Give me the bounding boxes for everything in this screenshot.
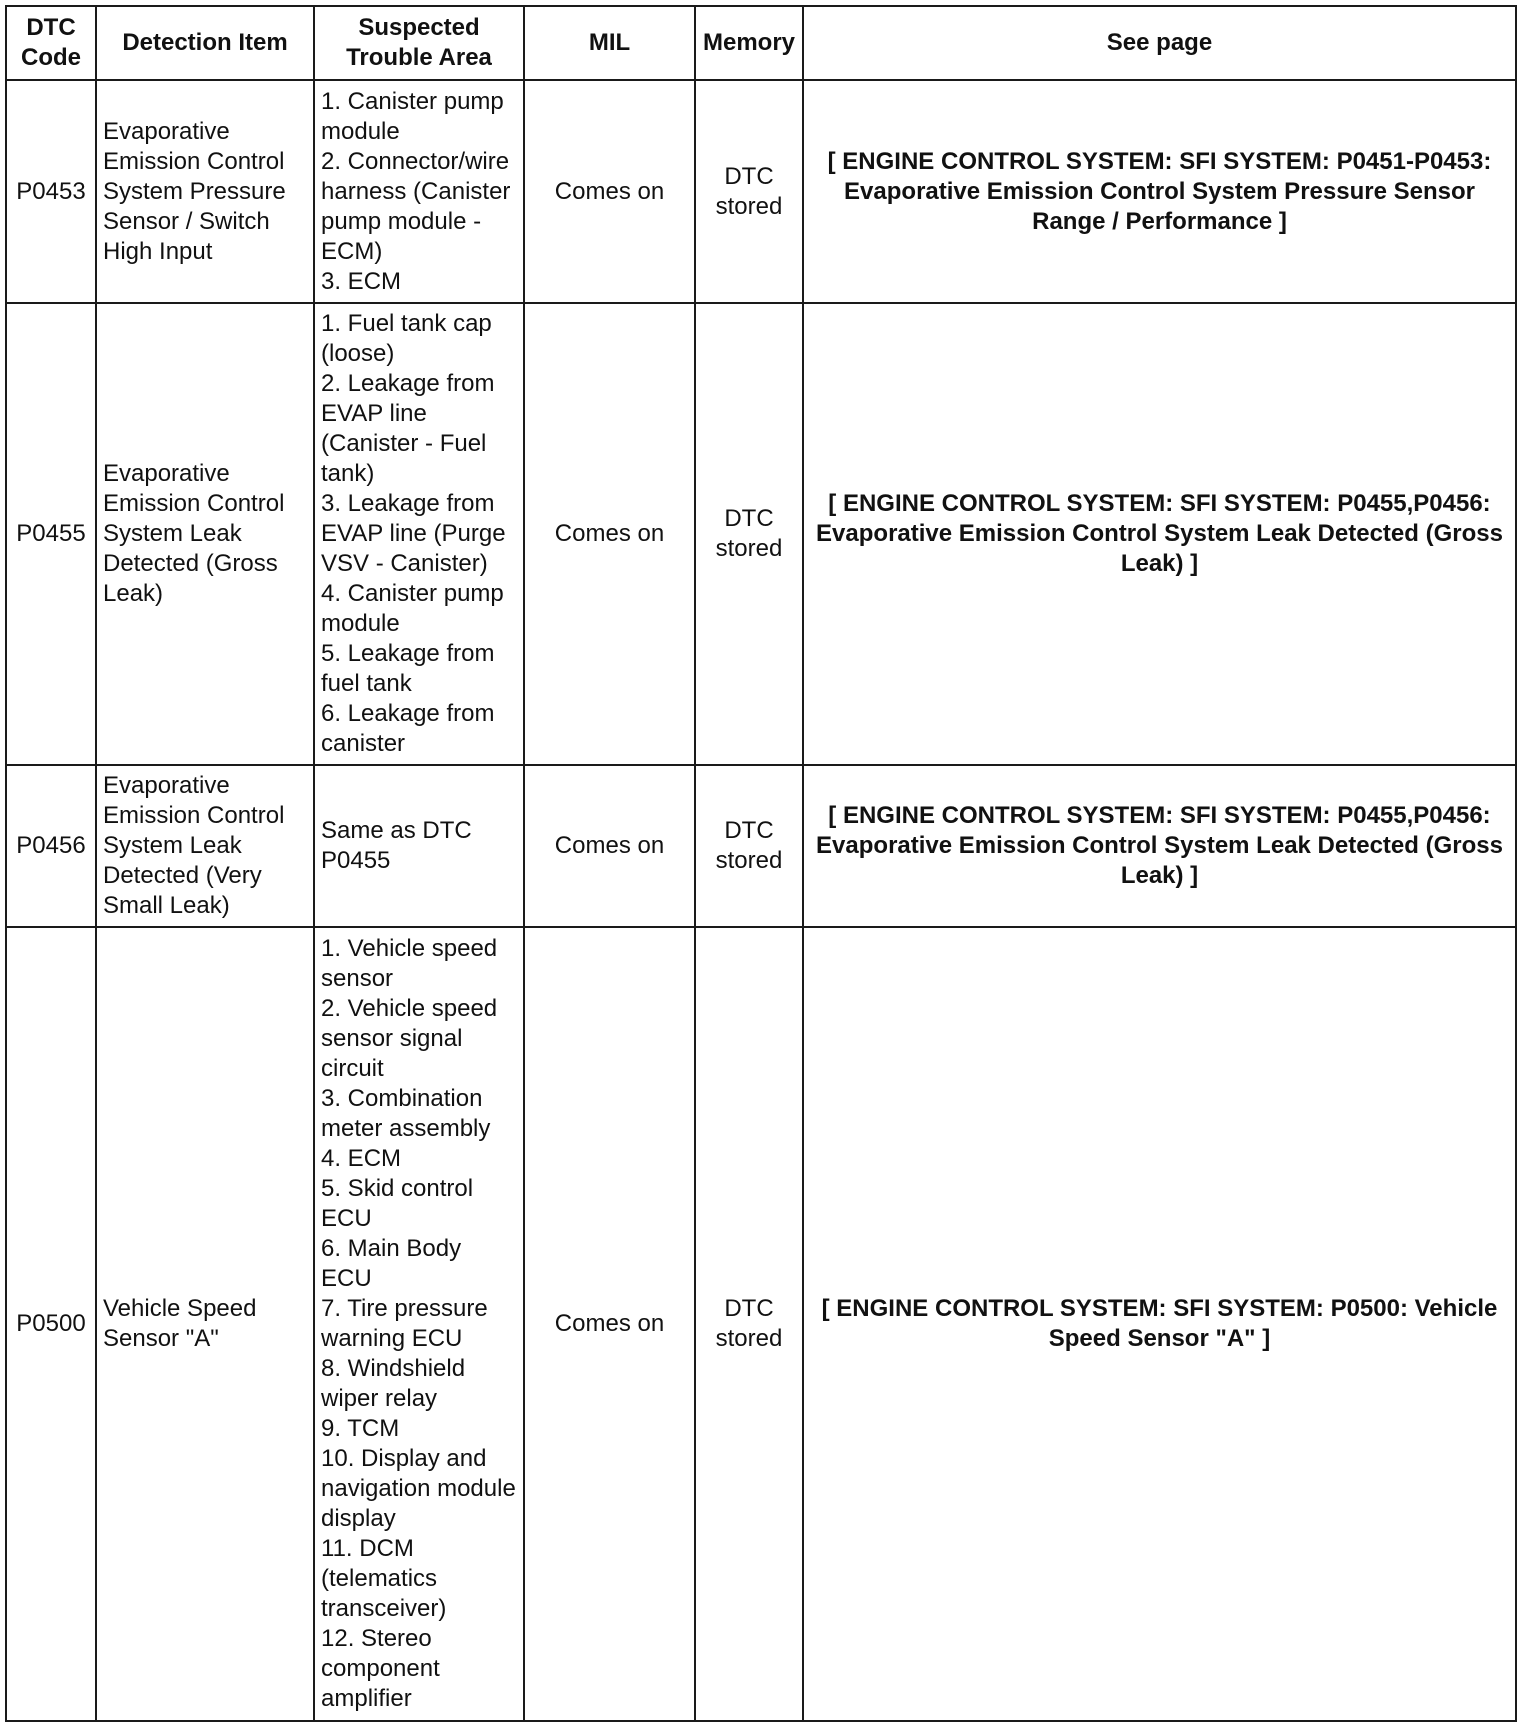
table-body (6, 80, 1516, 1721)
mil-status: Comes on (524, 927, 695, 1721)
suspected-trouble-area (314, 80, 524, 303)
suspected-trouble-area (314, 303, 524, 765)
trouble-area-entry: 1. Vehicle speed sensor (321, 935, 498, 992)
table-row (6, 927, 1516, 1721)
header-dtc-code: DTC Code (6, 6, 96, 80)
trouble-area-entry: 10. Display and navigation module display (321, 1445, 516, 1532)
trouble-area-entry: 2. Leakage from EVAP line (Canister - Fuel tank) (321, 370, 495, 487)
trouble-area-entry: Same as DTC P0455 (321, 817, 472, 874)
see-page-reference[interactable]: [ ENGINE CONTROL SYSTEM: SFI SYSTEM: P0500: Vehicle Speed Sensor "A" ] (803, 927, 1516, 1721)
trouble-area-entry: 6. Leakage from canister (321, 700, 495, 757)
trouble-area-entry: 3. Leakage from EVAP line (Purge VSV - Canister) (321, 490, 506, 577)
dtc-code: P0455 (6, 303, 96, 765)
trouble-area-entry: 1. Fuel tank cap (loose) (321, 310, 492, 367)
suspected-trouble-area (314, 765, 524, 927)
trouble-area-entry: 5. Leakage from fuel tank (321, 640, 495, 697)
see-page-reference[interactable]: [ ENGINE CONTROL SYSTEM: SFI SYSTEM: P0451-P0453: Evaporative Emission Control System Pressure Sensor Range / Performance ] (803, 80, 1516, 303)
memory-status: DTC stored (695, 765, 803, 927)
trouble-area-entry: 9. TCM (321, 1415, 400, 1442)
header-detection-item: Detection Item (96, 6, 314, 80)
header-mil: MIL (524, 6, 695, 80)
header-memory: Memory (695, 6, 803, 80)
trouble-area-entry: 11. DCM (telematics transceiver) (321, 1535, 447, 1622)
trouble-area-list (321, 309, 517, 759)
trouble-area-entry: 6. Main Body ECU (321, 1235, 462, 1292)
detection-item: Evaporative Emission Control System Leak Detected (Gross Leak) (96, 303, 314, 765)
table-row (6, 765, 1516, 927)
header-row (6, 6, 1516, 80)
see-page-reference[interactable]: [ ENGINE CONTROL SYSTEM: SFI SYSTEM: P0455,P0456: Evaporative Emission Control System Leak Detected (Gross Leak) ] (803, 765, 1516, 927)
trouble-area-entry: 5. Skid control ECU (321, 1175, 474, 1232)
dtc-code: P0500 (6, 927, 96, 1721)
trouble-area-list (321, 934, 517, 1714)
trouble-area-list (321, 816, 517, 876)
mil-status: Comes on (524, 765, 695, 927)
trouble-area-entry: 2. Vehicle speed sensor signal circuit (321, 995, 498, 1082)
table-row (6, 80, 1516, 303)
trouble-area-entry: 1. Canister pump module (321, 87, 504, 145)
dtc-table (5, 5, 1517, 1722)
dtc-chart-page (5, 5, 1515, 1722)
trouble-area-list (321, 87, 517, 297)
mil-status: Comes on (524, 303, 695, 765)
table-header (6, 6, 1516, 80)
suspected-trouble-area (314, 927, 524, 1721)
header-see-page: See page (803, 6, 1516, 80)
trouble-area-entry: 4. Canister pump module (321, 580, 504, 637)
trouble-area-entry: 8. Windshield wiper relay (321, 1355, 466, 1412)
mil-status: Comes on (524, 80, 695, 303)
dtc-code: P0456 (6, 765, 96, 927)
dtc-code: P0453 (6, 80, 96, 303)
header-suspected-trouble-area: Suspected Trouble Area (314, 6, 524, 80)
detection-item: Evaporative Emission Control System Leak Detected (Very Small Leak) (96, 765, 314, 927)
memory-status: DTC stored (695, 80, 803, 303)
trouble-area-entry: 4. ECM (321, 1145, 402, 1172)
detection-item: Vehicle Speed Sensor "A" (96, 927, 314, 1721)
trouble-area-entry: 7. Tire pressure warning ECU (321, 1295, 488, 1352)
trouble-area-entry: 3. Combination meter assembly (321, 1085, 491, 1142)
memory-status: DTC stored (695, 927, 803, 1721)
detection-item: Evaporative Emission Control System Pressure Sensor / Switch High Input (96, 80, 314, 303)
memory-status: DTC stored (695, 303, 803, 765)
see-page-reference[interactable]: [ ENGINE CONTROL SYSTEM: SFI SYSTEM: P0455,P0456: Evaporative Emission Control System Leak Detected (Gross Leak) ] (803, 303, 1516, 765)
table-row (6, 303, 1516, 765)
trouble-area-entry: 3. ECM (321, 267, 402, 295)
trouble-area-entry: 12. Stereo component amplifier (321, 1625, 440, 1712)
trouble-area-entry: 2. Connector/wire harness (Canister pump module - ECM) (321, 147, 511, 265)
